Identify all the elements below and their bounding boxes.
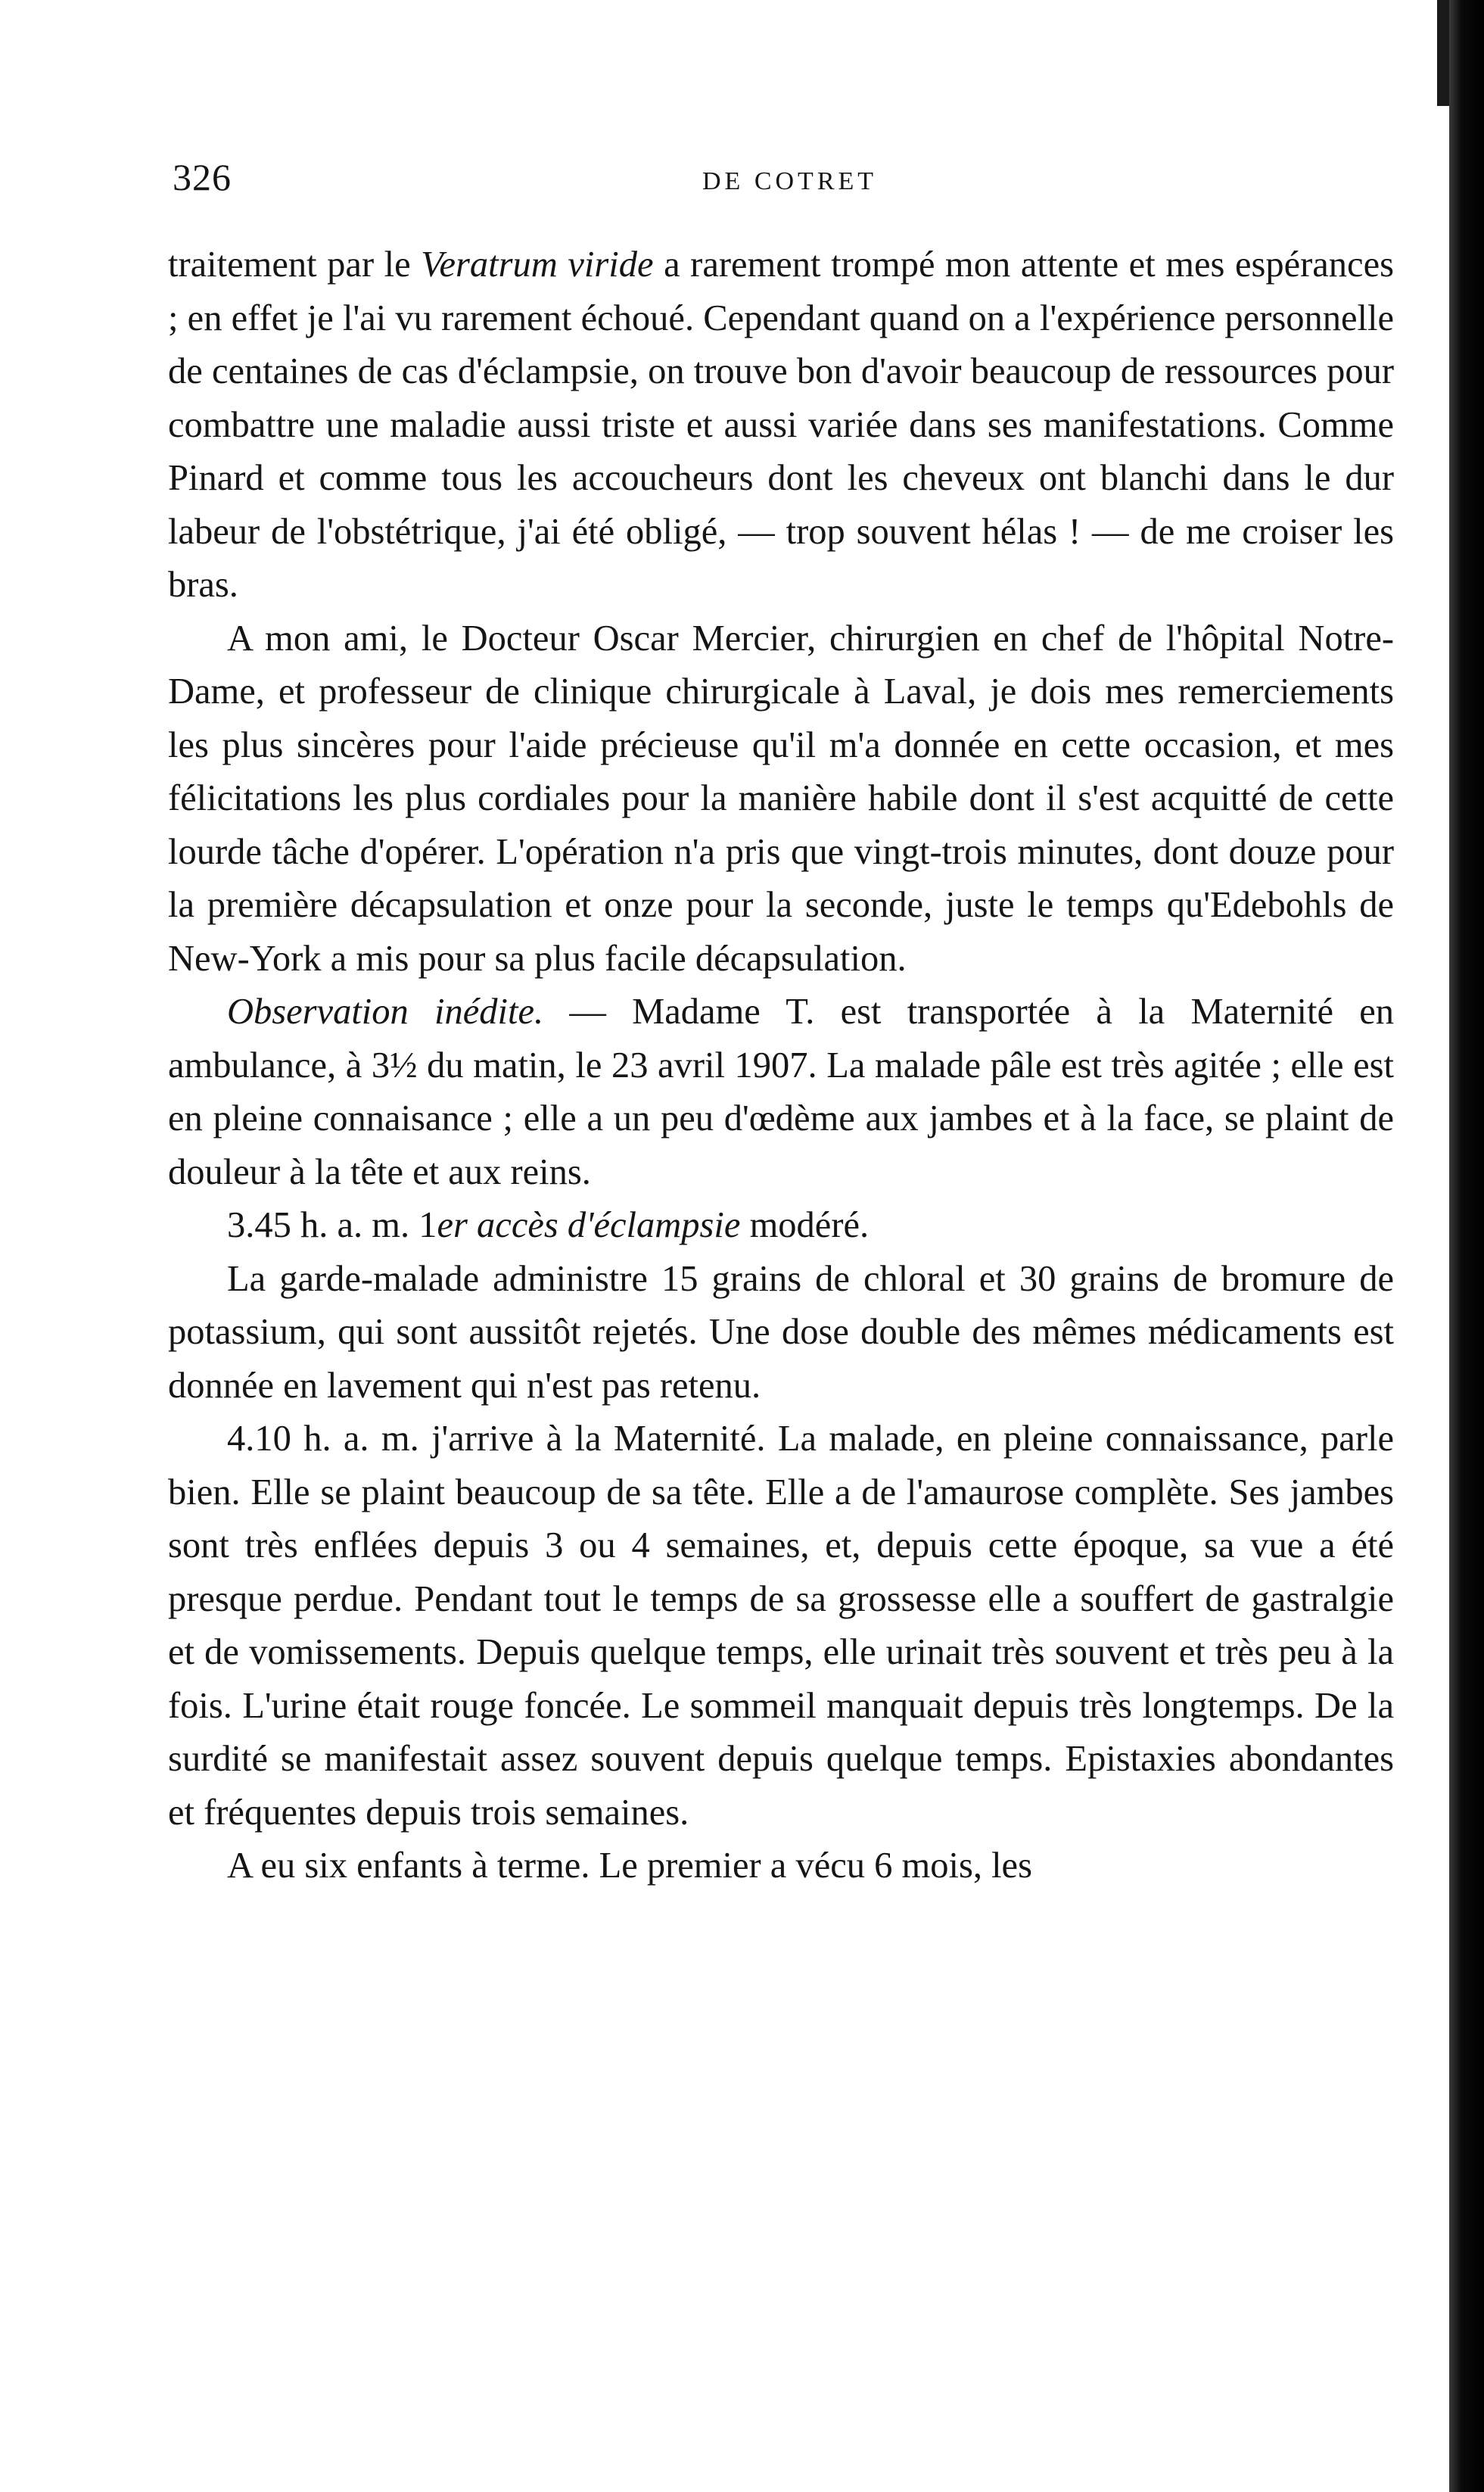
- running-head: DE COTRET: [702, 167, 878, 195]
- paragraph-text: traitement par le: [168, 245, 422, 285]
- paragraph-text: — Madame T. est transportée à la Maternité en ambulance, à 3½ du matin, le 23 avril 1907. La malade pâle est très agitée ; elle est en pleine connaisance ; elle a un peu d'œdème aux jambes et à la face, se plaint de douleur à la tête et aux reins.: [168, 992, 1394, 1192]
- paragraph-first-attack: [168, 1199, 1394, 1253]
- scan-binding-edge-top: [1437, 0, 1449, 106]
- paragraph-medication: La garde-malade administre 15 grains de chloral et 30 grains de bromure de potassium, qui sont aussitôt rejetés. Une dose double des mêmes médicaments est donnée en lavement qui n'est pas retenu.: [168, 1258, 1394, 1406]
- paragraph-text: 3.45 h. a. m. 1: [227, 1205, 437, 1245]
- paragraph-acknowledgement: A mon ami, le Docteur Oscar Mercier, chirurgien en chef de l'hôpital Notre-Dame, et professeur de clinique chirurgicale à Laval, je dois mes remerciements les plus sincères pour l'aide précieuse qu'il m'a donnée en cette occasion, et mes félicitations les plus cordiales pour la manière habile dont il s'est acquitté de cette lourde tâche d'opérer. L'opération n'a pris que vingt-trois minutes, dont douze pour la première décapsulation et onze pour la seconde, juste le temps qu'Edebohls de New-York a mis pour sa plus facile décapsulation.: [168, 618, 1394, 979]
- paragraph-veratrum: [168, 238, 1394, 612]
- page-header: [173, 155, 1398, 208]
- body-text: [168, 238, 1394, 1893]
- scan-binding-edge: [1449, 0, 1484, 2492]
- paragraph-arrival: 4.10 h. a. m. j'arrive à la Maternité. La malade, en pleine connaissance, parle bien. Elle se plaint beaucoup de sa tête. Elle a de l'amaurose complète. Ses jambes sont très enflées depuis 3 ou 4 semaines, et, depuis cette époque, sa vue a été presque perdue. Pendant tout le temps de sa grossesse elle a souffert de gastralgie et de vomissements. Depuis quelque temps, elle urinait très souvent et très peu à la fois. L'urine était rouge foncée. Le sommeil manquait depuis très longtemps. De la surdité se manifestait assez souvent depuis quelque temps. Epistaxies abondantes et fréquentes depuis trois semaines.: [168, 1419, 1394, 1833]
- paragraph-observation: [168, 986, 1394, 1199]
- italic-term: Veratrum viride: [421, 245, 654, 285]
- paragraph-text: a rarement trompé mon attente et mes espérances ; en effet je l'ai vu rarement échoué. Cependant quand on a l'expérience personnelle de centaines de cas d'éclampsie, on trouve bon d'avoir beaucoup de ressources pour combattre une maladie aussi triste et aussi variée dans ses manifestations. Comme Pinard et comme tous les accoucheurs dont les cheveux ont blanchi dans le dur labeur de l'obstétrique, j'ai été obligé, — trop souvent hélas ! — de me croiser les bras.: [168, 245, 1394, 605]
- page-number: 326: [173, 156, 232, 198]
- paragraph-children: A eu six enfants à terme. Le premier a vécu 6 mois, les: [227, 1846, 1032, 1886]
- italic-term: er accès d'éclampsie: [437, 1205, 741, 1245]
- observation-heading: Observation inédite.: [227, 992, 544, 1032]
- paragraph-text: modéré.: [740, 1205, 870, 1245]
